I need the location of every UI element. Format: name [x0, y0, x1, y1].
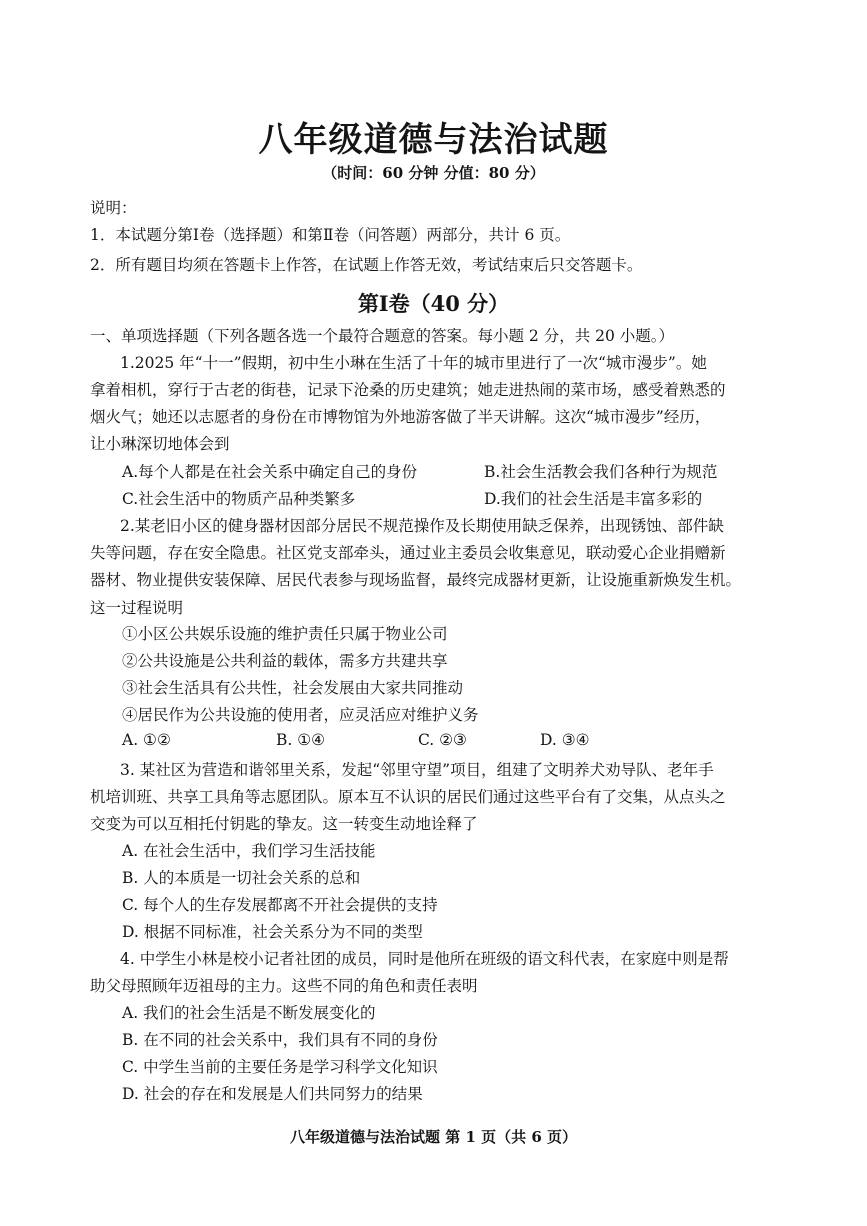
- option-c: C. 中学生当前的主要任务是学习科学文化知识: [122, 1058, 438, 1076]
- question-text-line: 这一过程说明: [90, 599, 184, 617]
- question-text-line: 交变为可以互相托付钥匙的挚友。这一转变生动地诠释了: [90, 815, 478, 833]
- statement-1: ①小区公共娱乐设施的维护责任只属于物业公司: [122, 625, 448, 643]
- section-instruction: 一、单项选择题（下列各题各选一个最符合题意的答案。每小题 2 分，共 20 小题。）: [90, 327, 675, 345]
- page-title: 八年级道德与法治试题: [258, 120, 609, 160]
- option-b: B. 在不同的社会关系中，我们具有不同的身份: [122, 1031, 438, 1049]
- note-item-2: 2．所有题目均须在答题卡上作答，在试题上作答无效，考试结束后只交答题卡。: [90, 256, 643, 274]
- question-text-line: 让小琳深切地体会到: [90, 435, 230, 453]
- option-c: C. 每个人的生存发展都离不开社会提供的支持: [122, 896, 438, 914]
- option-d: D. 根据不同标准，社会关系分为不同的类型: [122, 923, 423, 941]
- option-a: A. ①②: [122, 731, 171, 749]
- option-d: D.我们的社会生活是丰富多彩的: [484, 490, 703, 508]
- question-text-line: 助父母照顾年迈祖母的主力。这些不同的角色和责任表明: [90, 977, 478, 995]
- question-text-line: 2.某老旧小区的健身器材因部分居民不规范操作及长期使用缺乏保养，出现锈蚀、部件缺: [120, 517, 724, 535]
- option-a: A.每个人都是在社会关系中确定自己的身份: [122, 463, 418, 481]
- statement-3: ③社会生活具有公共性，社会发展由大家共同推动: [122, 679, 464, 697]
- question-text-line: 机培训班、共享工具角等志愿团队。原本互不认识的居民们通过这些平台有了交集，从点头之: [90, 788, 726, 806]
- statement-4: ④居民作为公共设施的使用者，应灵活应对维护义务: [122, 706, 479, 724]
- section-title: 第Ⅰ卷（40 分）: [357, 291, 510, 316]
- notes-heading: 说明：: [90, 199, 137, 217]
- option-b: B. 人的本质是一切社会关系的总和: [122, 869, 361, 887]
- option-b: B. ①④: [276, 731, 326, 749]
- option-c: C.社会生活中的物质产品种类繁多: [122, 490, 356, 508]
- option-d: D. 社会的存在和发展是人们共同努力的结果: [122, 1085, 423, 1103]
- option-a: A. 在社会生活中，我们学习生活技能: [122, 842, 376, 860]
- option-d: D. ③④: [540, 731, 590, 749]
- question-text-line: 失等问题，存在安全隐患。社区党支部牵头，通过业主委员会收集意见，联动爱心企业捐赠新: [90, 544, 726, 562]
- option-c: C. ②③: [418, 731, 467, 749]
- question-text-line: 3. 某社区为营造和谐邻里关系，发起“邻里守望”项目，组建了文明养犬劝导队、老年手: [120, 761, 714, 779]
- question-text-line: 器材、物业提供安装保障、居民代表参与现场监督，最终完成器材更新，让设施重新焕发生机。: [90, 571, 742, 589]
- option-b: B.社会生活教会我们各种行为规范: [484, 463, 718, 481]
- exam-info: （时间：60 分钟 分值：80 分）: [322, 164, 545, 182]
- question-text-line: 拿着相机，穿行于古老的街巷，记录下沧桑的历史建筑；她走进热闹的菜市场，感受着熟悉的: [90, 381, 726, 399]
- question-text-line: 1.2025 年“十一”假期，初中生小琳在生活了十年的城市里进行了一次“城市漫步”。她: [120, 354, 707, 372]
- option-a: A. 我们的社会生活是不断发展变化的: [122, 1004, 376, 1022]
- question-text-line: 烟火气；她还以志愿者的身份在市博物馆为外地游客做了半天讲解。这次“城市漫步”经历，: [90, 408, 711, 426]
- note-item-1: 1．本试题分第Ⅰ卷（选择题）和第Ⅱ卷（问答题）两部分，共计 6 页。: [90, 226, 571, 244]
- page-footer: 八年级道德与法治试题 第 1 页（共 6 页）: [290, 1128, 577, 1146]
- question-text-line: 4. 中学生小林是校小记者社团的成员，同时是他所在班级的语文科代表，在家庭中则是帮: [120, 950, 729, 968]
- statement-2: ②公共设施是公共利益的载体，需多方共建共享: [122, 652, 448, 670]
